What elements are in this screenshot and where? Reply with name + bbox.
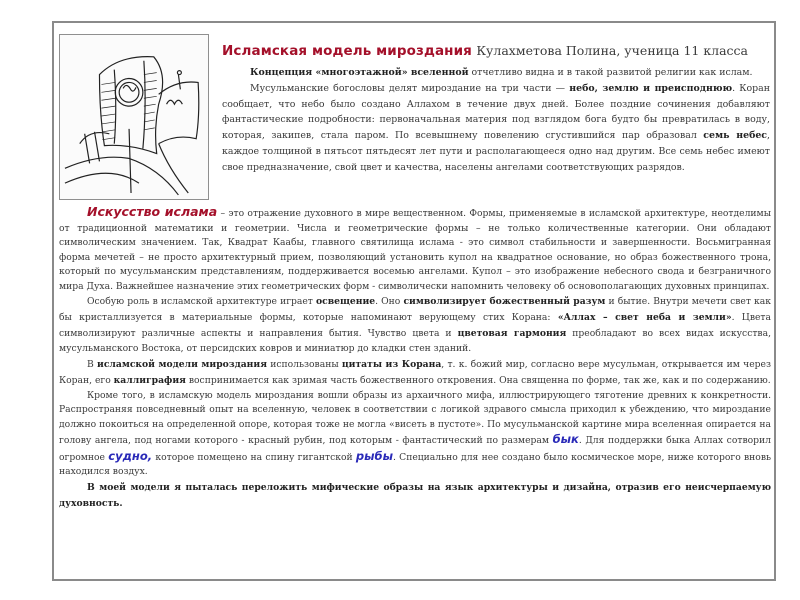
bold-text: «Аллах – свет неба и земли» [557, 311, 732, 323]
text: воспринимается как зримая часть божественного откровения. Она священна по форме, так же, как и по содержанию. [185, 374, 771, 386]
bold-text: небо, землю и преисподнюю [569, 82, 733, 94]
highlight-heading: Искусство ислама [87, 204, 218, 219]
bold-text: цитаты из Корана [341, 359, 442, 371]
header-row [222, 40, 770, 62]
bold-text: символизирует божественный разум [403, 296, 606, 307]
text: . Оно [375, 296, 404, 307]
bold-text: Концепция «многоэтажной» вселенной [250, 67, 469, 78]
highlight-ship: судно, [108, 448, 153, 463]
paragraph-islamic-art [59, 205, 771, 294]
text: . Коран сообщает, что небо было создано Аллахом в течение двух дней. Более поздние сочинения добавляют фантастические подробности: первоначальная материя под взглядом бога будто бы превратилась в воду, которая, закипев, стала паром. По всевышнему повелению сгустившийся пар образовал [222, 82, 770, 142]
text: отчетливо видна и в такой развитой религии как ислам. [468, 67, 753, 78]
page-title: Исламская модель мироздания [222, 43, 472, 59]
bold-text: цветовая гармония [457, 327, 567, 339]
text: преобладают во всех видах искусства, мусульманского Востока, от персидских ковров и миниатюр до кладки стен зданий. [59, 327, 771, 355]
ship-sketch-icon [60, 35, 208, 199]
paragraph-quran [59, 357, 771, 389]
text: Особую роль в исламской архитектуре играет [87, 296, 316, 307]
paragraph-concept [222, 65, 770, 81]
paragraph-lighting [59, 294, 771, 357]
bold-text: семь небес [703, 130, 768, 142]
text: Кроме того, в исламскую модель мироздания вошли образы из архаичного мифа, иллюстрирующего тяготение древних к конкретности. Распространяя повседневный опыт на вселенную, человек в соответствии с логикой здравого смысла приходил к убеждению, что мироздание должно покоиться на определенной опоре, которая тоже не могла «висеть в пустоте». По мусульманской картине мира вселенная опирается на голову ангела, под ногами которого - красный рубин, под которым - фантастический по размерам [59, 389, 771, 447]
bold-text: освещение [316, 296, 376, 307]
highlight-bull: бык [552, 432, 579, 447]
bold-text: каллиграфия [113, 374, 186, 386]
paragraph-myth [59, 389, 771, 480]
text: . Специально для нее создано было космическое море, ниже которого вновь находился воздух. [59, 451, 772, 478]
main-text-block [59, 205, 771, 511]
bold-text: В моей модели я пыталась переложить мифические образы на язык архитектуры и дизайна, отразив его неисчерпаемую духовность. [59, 481, 771, 509]
text: Мусульманские богословы делят мироздание на три части — [250, 82, 570, 94]
text: . Цвета символизируют различные аспекты и направления бытия. Чувство цвета и [59, 311, 771, 339]
text: – это отражение духовного в мире вещественном. Формы, применяемые в исламской архитектуре, неотделимы от традиционной математики и геометрии. Числа и геометрические формы – не только количественные категории. Они обладают символическим значением. Так, Квадрат Каабы, главного святилища ислама - это символ стабильности и завершенности. Восьмигранная форма мечетей – не просто архитектурный прием, позволяющий установить купол на квадратное основание, но образ божественного трона, который по мусульманским представлениям, поддерживается восемью ангелами. Купол – это изображение небесного свода и безграничного мира Духа. Важнейшее назначение этих геометрических форм - символически напомнить человеку об основополагающих духовных принципах. [59, 208, 772, 292]
text: В [87, 359, 97, 371]
text: , т. к. божий мир, согласно вере мусульман, открывается им через Коран, его [59, 359, 772, 386]
bold-text: исламской модели мироздания [97, 359, 268, 371]
paragraph-theologians [222, 81, 770, 176]
highlight-fish: рыбы [355, 448, 393, 463]
text: которое помещено на спину гигантской [152, 451, 356, 463]
author-line: Кулахметова Полина, ученица 11 класса [476, 43, 748, 58]
ship-sketch-image [59, 34, 209, 200]
text: и бытие. Внутри мечети свет как бы кристаллизуется в материальные формы, которые напоминают верующему стих Корана: [59, 296, 771, 323]
paragraph-conclusion [59, 480, 771, 512]
text: . Для поддержки быка Аллах сотворил огромное [59, 435, 771, 463]
text: использованы [267, 359, 342, 371]
text: , каждое толщиной в пятьсот пятьдесят лет пути и располагающееся одно над другим. Все семь небес имеют свое предназначение, свой цвет и качества, населены ангелами соответствующих разрядов. [222, 130, 770, 173]
intro-text-block [222, 40, 770, 176]
